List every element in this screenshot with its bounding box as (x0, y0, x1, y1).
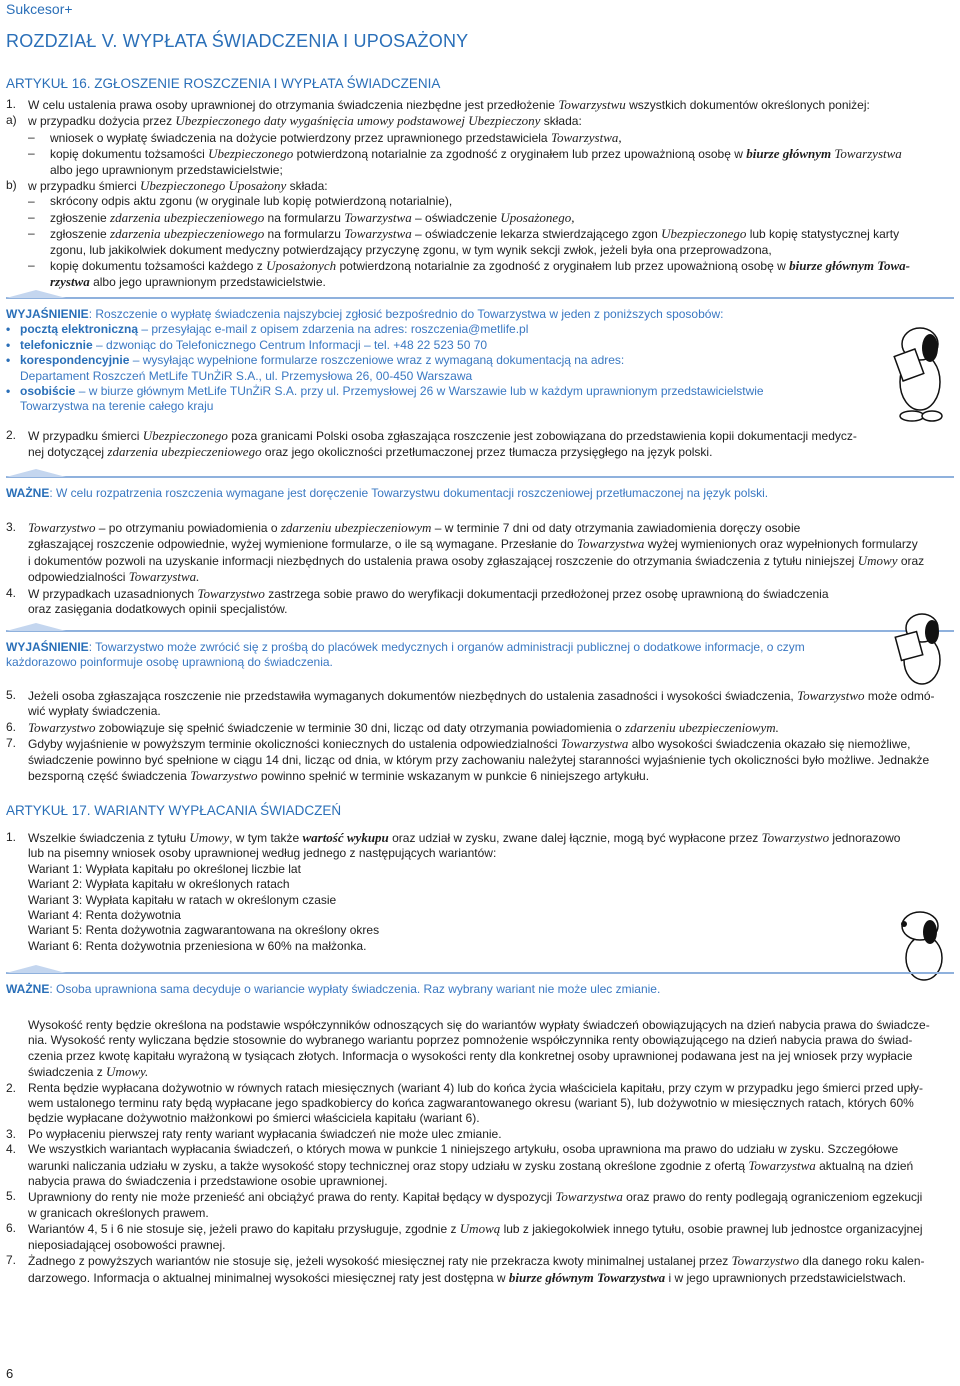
variant-item: Wariant 6: Renta dożywotnia przeniesiona w 60% na małżonka. (28, 938, 367, 953)
box-keyword: WYJAŚNIENIE (6, 307, 89, 321)
snoopy-illustration (890, 322, 954, 422)
continuation-line: zgonu, lub jakikolwiek dokument medyczny potwierdzający przyczynę zgonu, w tym wynik sekcji zwłok, jeżeli była ona przeprowadzona, (50, 242, 772, 257)
item-number: 1. (6, 97, 17, 111)
important-box-2: WAŻNE: Osoba uprawniona sama decyduje o wariancie wypłaty świadczenia. Raz wybrany wariant nie może ulec zmianie. (6, 972, 954, 1012)
chapter-title: ROZDZIAŁ V. WYPŁATA ŚWIADCZENIA I UPOSAŻONY (6, 31, 469, 51)
variant-item: Wariant 5: Renta dożywotnia zagwarantowana na określony okres (28, 923, 380, 938)
important-box-1: WAŻNE: W celu rozpatrzenia roszczenia wymagane jest doręczenie Towarzystwu dokumentacji roszczeniowej przetłumaczonej na język polski. (6, 476, 954, 516)
item-letter: a) (6, 113, 17, 128)
page-number: 6 (6, 1366, 14, 1381)
variant-item: Wariant 2: Wypłata kapitału w określonych ratach (28, 877, 290, 892)
article-16-section-1: 1. W celu ustalenia prawa osoby uprawnionej do otrzymania świadczenia niezbędne jest przedłożenie Towarzystwu wszystkich dokumentów określonych poniżej: a) w przypadku dożycia przez Ubezpieczonego daty wygaśnięcia umowy podstawowej Ubezpieczony składa: – wniosek o wypłatę świadczenia na dożycie potwierdzony przez uprawnionego przedstawiciela Towarzystwa, – kopię dokumentu tożsamości Ubezpieczonego potwierdzoną notarialnie za zgodność z oryginałem lub przez upoważnioną osobę w biurze głównym Towarzystwa albo jego uprawnionym przedstawicielstwie; b) w przypadku śmierci Ubezpieczonego Uposażony składa: – skrócony odpis aktu zgonu (w oryginale lub kopię potwierdzoną notarialnie), – zgłoszenie zdarzenia ubezpieczeniowego na formularzu Towarzystwa – oświadczenie Uposażonego, – zgłoszenie zdarzenia ubezpieczeniowego na formularzu Towarzystwa – oświadczenie lekarza stwierdzającego zgon Ubezpieczonego lub kopię statystycznej karty zgonu, lub jakikolwiek dokument medyczny potwierdzający przyczynę zgonu, w tym wynik sekcji zwłok, jeżeli była ona przeprowadzona, – kopię dokumentu tożsamości każdego z Uposażonych potwierdzoną notarialnie za zgodność z oryginałem lub przez upoważnioną osobę w biurze głównym Towa- rzystwa albo jego uprawnionym przedstawicielstwie. (6, 97, 954, 291)
article-16-title: ARTYKUŁ 16. ZGŁOSZENIE ROSZCZENIA I WYPŁATA ŚWIADCZENIA (6, 76, 441, 91)
article-17-title: ARTYKUŁ 17. WARIANTY WYPŁACANIA ŚWIADCZEŃ (6, 803, 342, 818)
item-letter: b) (6, 178, 17, 193)
article-16-section-2: 2. W przypadku śmierci Ubezpieczonego poza granicami Polski osoba zgłaszająca roszczenie jest zobowiązana do przedstawienia kopii dokumentacji medycz- nej dotyczącej zdarzenia ubezpieczeniowego oraz jego okoliczności przetłumaczonej przez tłumacza przysięgłego na język polski. (6, 428, 857, 460)
snoopy-illustration (890, 608, 954, 692)
continuation-line: albo jego uprawnionym przedstawicielstwie; (50, 162, 283, 177)
variant-item: Wariant 3: Wypłata kapitału w ratach w określonym czasie (28, 892, 337, 907)
article-16-sections-3-4: 3. Towarzystwo – po otrzymaniu powiadomienia o zdarzeniu ubezpieczeniowym – w terminie 7 dni od daty otrzymania zawiadomienia doręczy osobie zgłaszającej roszczenie odpowiednie, wyżej wymienione formularze, o ile są wymagane. Przesłanie do Towarzystwa wyżej wymienionych oraz wypełnionych formularzy i dokumentów pozwoli na uzyskanie informacji niezbędnych do ustalenia prawa osoby zgłaszającej roszczenie do otrzymania świadczenia z tytułu niniejszej Umowy oraz odpowiedzialności Towarzystwa. 4. W przypadkach uzasadnionych Towarzystwo zastrzega sobie prawo do weryfikacji dokumentacji przedłożonej przez osobę uprawnioną do świadczenia oraz zasięgania dodatkowych opinii specjalistów. (6, 520, 925, 617)
article-16-sections-5-7: 5. Jeżeli osoba zgłaszająca roszczenie nie przedstawiła wymaganych dokumentów niezbędnych do ustalenia zasadności i wysokości świadczenia, Towarzystwo może odmó- wić wypłaty świadczenia. 6. Towarzystwo zobowiązuje się spełnić świadczenie w terminie 30 dni, licząc od daty otrzymania powiadomienia o zdarzeniu ubezpieczeniowym. 7. Gdyby wyjaśnienie w powyższym terminie okoliczności koniecznych do ustalenia odpowiedzialności Towarzystwa albo wysokości świadczenia okazało się niemożliwe, świadczenie powinno być spełnione w ciągu 14 dni, licząc od dnia, w którym przy zachowaniu należytej staranności wyjaśnienie tych okoliczności było możliwe. Jednakże bezsporną część świadczenia Towarzystwo powinno spełnić w terminie wskazanym w punkcie 6 niniejszego artykułu. (6, 688, 935, 784)
variant-item: Wariant 4: Renta dożywotnia (28, 908, 181, 923)
article-17-section-1: 1. Wszelkie świadczenia z tytułu Umowy, w tym także wartość wykupu oraz udział w zysku, zwane dalej łącznie, mogą być wypłacone przez Towarzystwo jednorazowo lub na pisemny wniosek osoby uprawnionej według jednego z następujących wariantów: Wariant 1: Wypłata kapitału po określonej liczbie lat Wariant 2: Wypłata kapitału w określonych ratach Wariant 3: Wypłata kapitału w ratach w określonym czasie Wariant 4: Renta dożywotnia Wariant 5: Renta dożywotnia zagwarantowana na określony okres Wariant 6: Renta dożywotnia przeniesiona w 60% na małżonka. (6, 830, 954, 954)
explanation-box-1: WYJAŚNIENIE: Roszczenie o wypłatę świadczenia najszybciej zgłosić bezpośrednio do Towarzystwa w jeden z poniższych sposobów: • pocztą elektroniczną – przesyłając e-mail z opisem zdarzenia na adres: roszczenia@metlife.pl • telefonicznie – dzwoniąc do Telefonicznego Centrum Informacji – tel. +48 22 523 50 70 • korespondencyjnie – wysyłając wypełnione formularze roszczeniowe wraz z wymaganą dokumentacją na adres: Departament Roszczeń MetLife TUnŻiR S.A., ul. Przemysłowa 26, 00-450 Warszawa • osobiście – w biurze głównym MetLife TUnŻiR S.A. przy ul. Przemysłowej 26 w Warszawie lub w każdym uprawnionym przedstawicielstwie Towarzystwa na terenie całego kraju (6, 297, 954, 419)
article-17-sections-2-7: Wysokość renty będzie określona na podstawie współczynników odnoszących się do wariantów wypłaty świadczeń obowiązujących na dzień nabycia prawa do świadcze- nia. Wysokość renty wyliczana będzie stosownie do wybranego wariantu poprzez pomnożenie współczynnika renty obowiązującego na dzień nabycia prawa do świad- czenia przez kwotę kapitału wyrażoną w tysiącach złotych. Informacja o wysokości renty dla konkretnej osoby uprawnionej podawana jest na jej wniosek przy wypłacie świadczenia z Umowy. 2. Renta będzie wypłacana dożywotnio w równych ratach miesięcznych (wariant 4) lub do końca życia właściciela kapitału, przy czym w przypadku jego śmierci przed upły- wem ustalonego terminu raty będą wypłacane jego spadkobiercy do końca zagwarantowanego okresu (wariant 5), lub dożywotnio w miesięcznych ratach, których 60% będzie wypłacane dożywotnio małżonkowi po śmierci właściciela kapitału (wariant 6). 3. Po wypłaceniu pierwszej raty renty wariant wypłacania świadczeń nie może ulec zmianie. 4. We wszystkich wariantach wypłacania świadczeń, o których mowa w punkcie 1 niniejszego artykułu, osoba uprawniona ma prawo do udziału w zysku. Szczegółowe warunki naliczania udziału w zysku, a także wysokość stopy technicznej oraz stopy udziału w zysku zostaną określone zgodnie z ofertą Towarzystwa aktualną na dzień nabycia prawa do świadczenia i przedstawione osobie uprawnionej. 5. Uprawniony do renty nie może przenieść ani obciążyć prawa do renty. Kapitał będący w dyspozycji Towarzystwa oraz prawo do renty podlegają ograniczeniom egzekucji w granicach określonych prawem. 6. Wariantów 4, 5 i 6 nie stosuje się, jeżeli prawo do kapitału przysługuje, zgodnie z Umową lub z jakiegokolwiek innego tytułu, osobie prawnej lub jednostce organizacyjnej nieposiadającej osobowości prawnej. 7. Żadnego z powyższych wariantów nie stosuje się, jeżeli wysokość miesięcznej raty nie przekracza kwoty minimalnej ustalanej przez Towarzystwo dla danego roku kalen- darzowego. Informacja o aktualnej minimalnej wysokości miesięcznej raty jest dostępna w biurze głównym Towarzystwa i w jego uprawnionych przedstawicielstwach. (6, 1018, 930, 1285)
brand-name: Sukcesor+ (6, 1, 73, 17)
explanation-box-2: WYJAŚNIENIE: Towarzystwo może zwrócić się z prośbą do placówek medycznych i organów administracji publicznej o dodatkowe informacje, o czym każdorazowo poinformuje osobę uprawnioną do świadczenia. (6, 630, 954, 680)
variant-item: Wariant 1: Wypłata kapitału po określonej liczbie lat (28, 861, 301, 876)
